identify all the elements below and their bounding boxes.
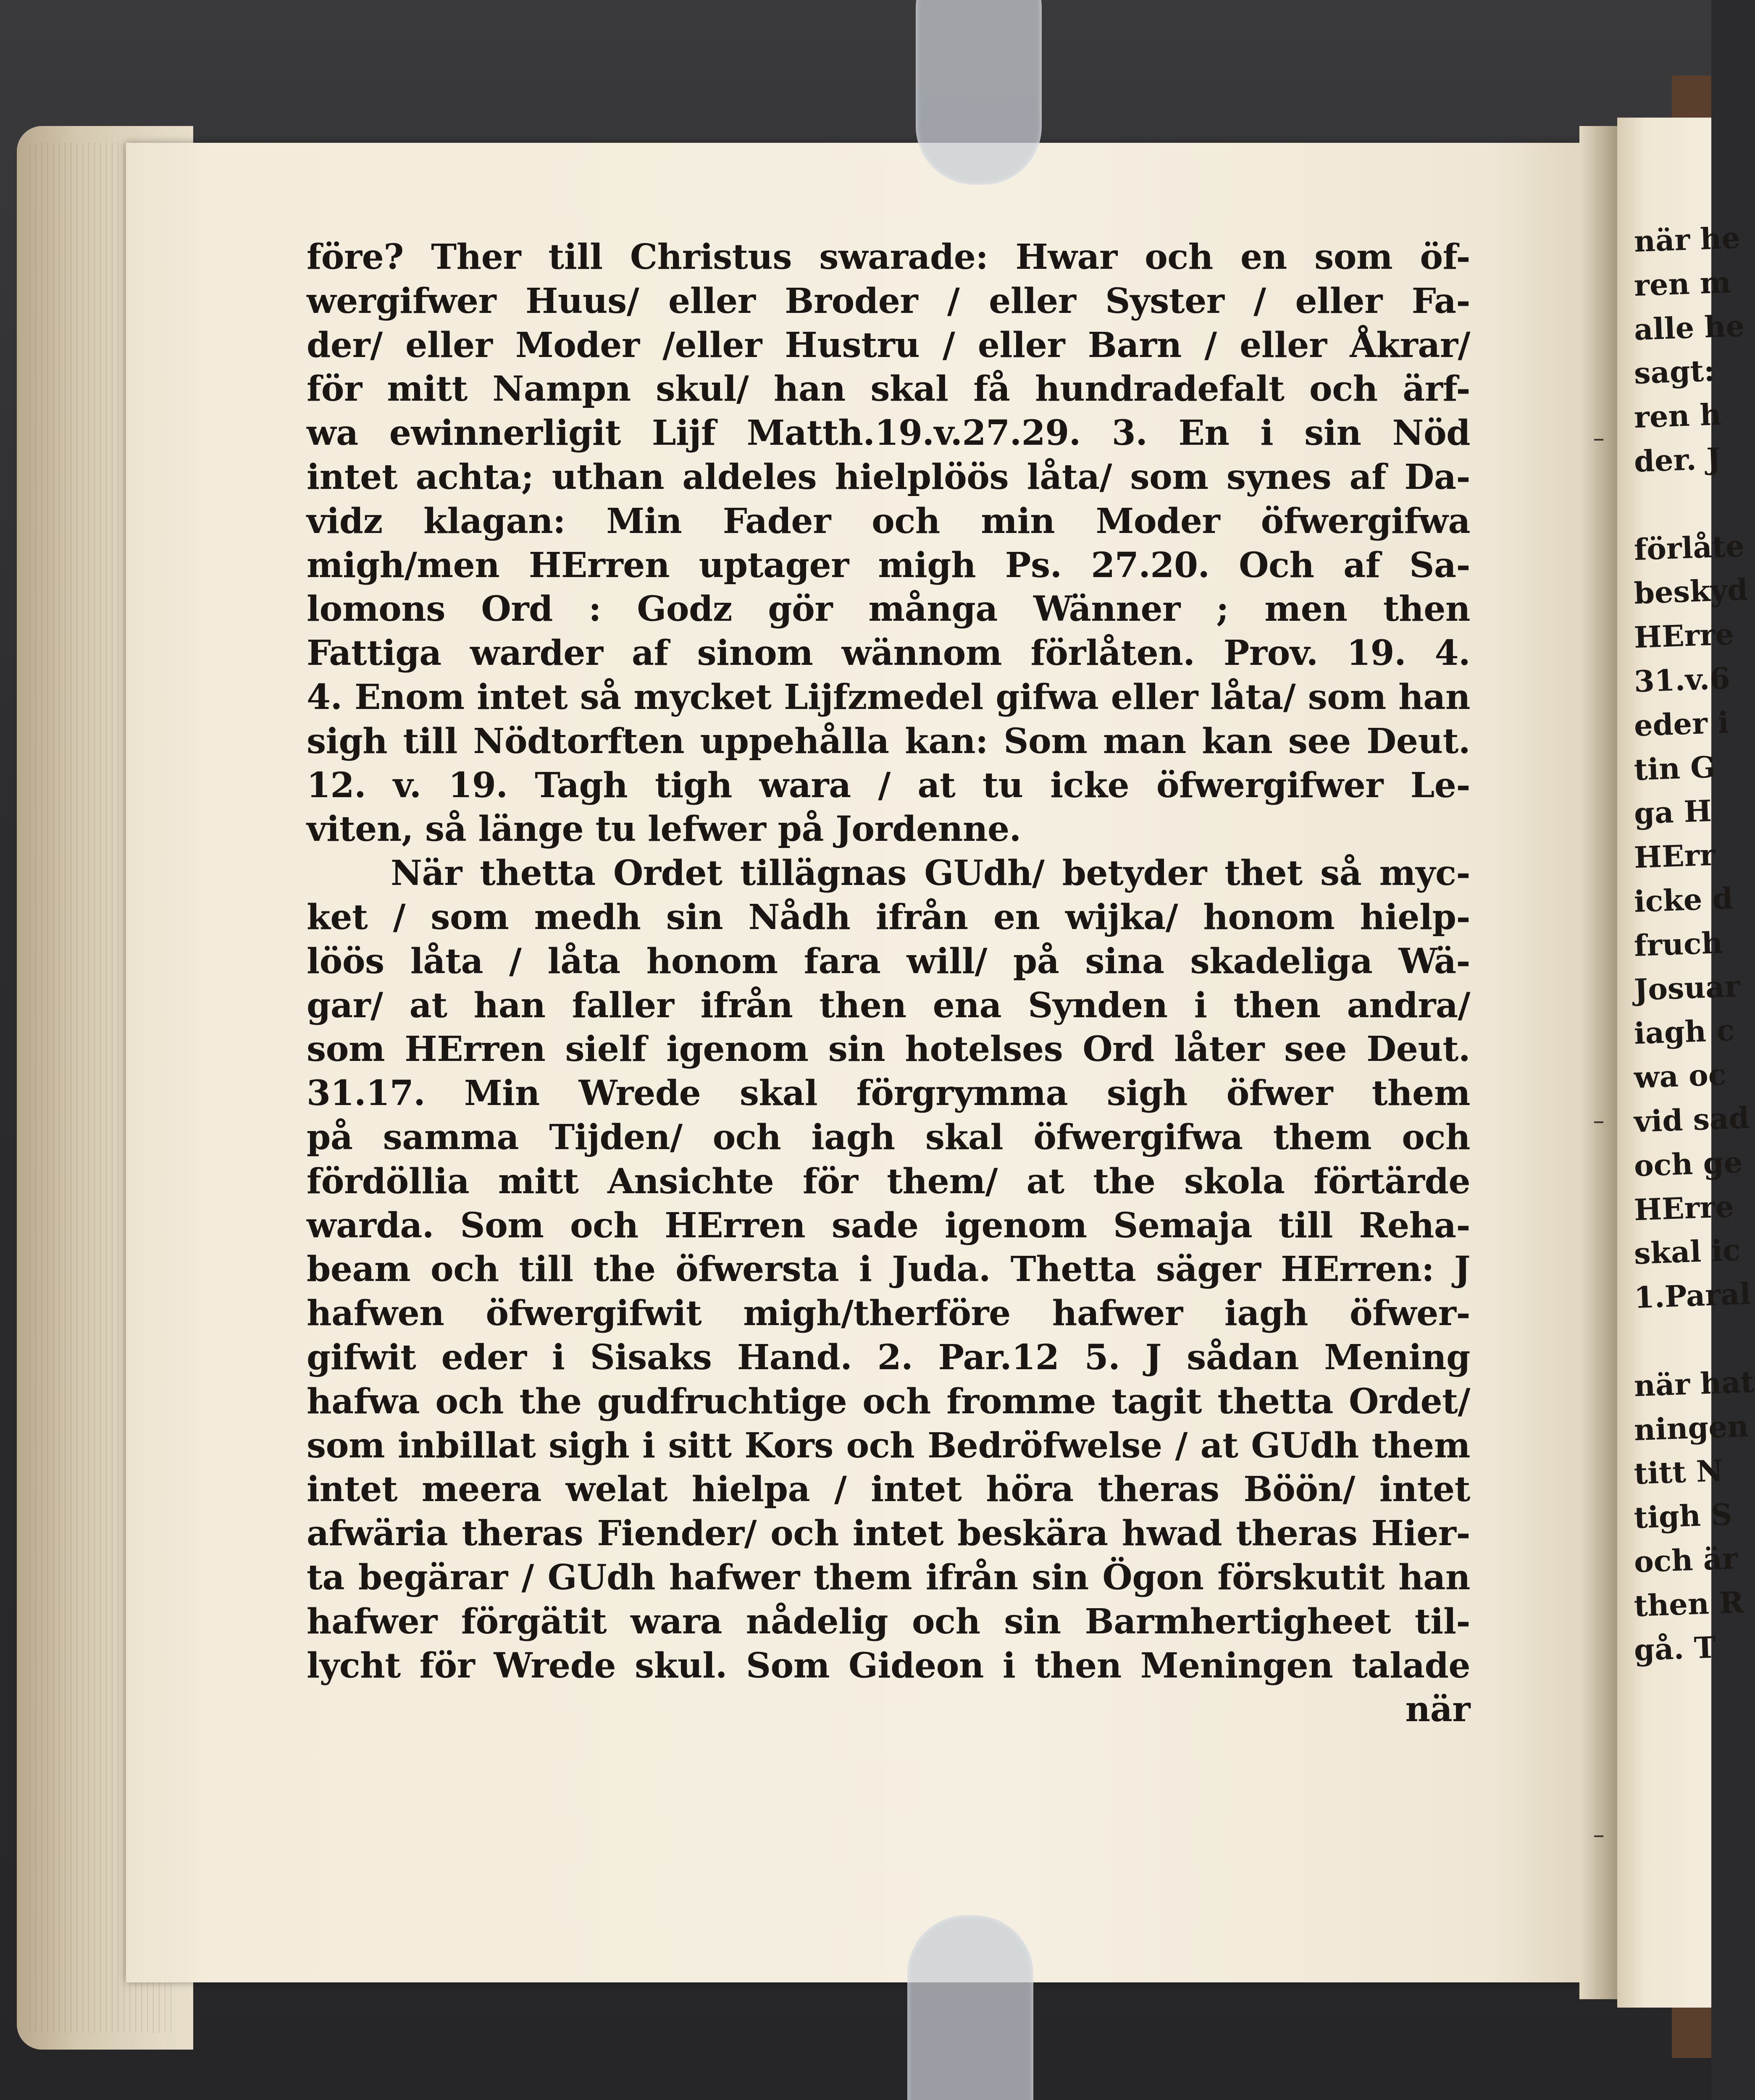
facing-text-line bbox=[1633, 481, 1712, 528]
text-line: lycht för Wrede skul. Som Gideon i then Meningen talade bbox=[307, 1645, 1470, 1686]
facing-text-line: iagh c bbox=[1633, 1013, 1735, 1051]
text-line: fördöllia mitt Ansichte för them/ at the skola förtärde bbox=[307, 1161, 1470, 1202]
text-line: afwäria theras Fiender/ och intet beskära hwad theras Hier- bbox=[307, 1513, 1470, 1554]
text-line: lomons Ord : Godz gör många Wänner ; men then bbox=[307, 589, 1470, 630]
facing-text-line: tigh S bbox=[1633, 1497, 1733, 1536]
text-line: der/ eller Moder /eller Hustru / eller Barn / eller Åkrar/ bbox=[307, 325, 1470, 365]
text-line: som inbillat sigh i sitt Kors och Bedröfwelse / at GUdh them bbox=[307, 1425, 1470, 1466]
facing-text-line: sagt: bbox=[1633, 353, 1716, 391]
facing-text-line: eder i bbox=[1633, 705, 1730, 743]
facing-text-line: HErre bbox=[1633, 617, 1735, 655]
facing-text-line: HErre bbox=[1633, 1189, 1735, 1227]
text-line: intet achta; uthan aldeles hielplöös låta/ som synes af Da- bbox=[307, 457, 1470, 497]
text-line: hafwa och the gudfruchtige och fromme tagit thetta Ordet/ bbox=[307, 1381, 1470, 1422]
facing-text-line: titt N bbox=[1633, 1453, 1724, 1491]
text-line: före? Ther till Christus swarade: Hwar och en som öf- bbox=[307, 237, 1470, 277]
text-line: löös låta / låta honom fara will/ på sina skadeliga Wä- bbox=[307, 941, 1470, 982]
facing-text-line: och ge bbox=[1633, 1144, 1743, 1183]
page-text-block bbox=[307, 235, 1470, 1732]
facing-text-line: ren m bbox=[1633, 264, 1732, 303]
text-line: ket / som medh sin Nådh ifrån en wijka/ honom hielp- bbox=[307, 897, 1470, 937]
text-line: ta begärar / GUdh hafwer them ifrån sin Ögon förskutit han bbox=[307, 1557, 1470, 1598]
facing-text-line: Josuar bbox=[1633, 968, 1741, 1007]
facing-text-line: alle he bbox=[1633, 308, 1745, 347]
facing-text-line: skal ic bbox=[1633, 1232, 1741, 1271]
facing-text-line: förlåte bbox=[1633, 528, 1745, 567]
text-line: som HErren sielf igenom sin hotelses Ord låter see Deut. bbox=[307, 1029, 1470, 1070]
facing-text-line: fruch bbox=[1633, 925, 1723, 963]
facing-text-line: HErr bbox=[1633, 837, 1716, 875]
text-line: migh/men HErren uptager migh Ps. 27.20. Och af Sa- bbox=[307, 545, 1470, 585]
margin-mark bbox=[1594, 1121, 1603, 1123]
facing-text-line: gå. T bbox=[1633, 1629, 1717, 1667]
facing-text-line: then R bbox=[1633, 1584, 1744, 1623]
text-line: intet meera welat hielpa / intet höra theras Böön/ intet bbox=[307, 1469, 1470, 1510]
book-clip-top bbox=[916, 0, 1042, 185]
facing-text-line: 1.Paral bbox=[1633, 1276, 1752, 1315]
text-line: 12. v. 19. Tagh tigh wara / at tu icke öfwergifwer Le- bbox=[307, 765, 1470, 806]
text-line: Fattiga warder af sinom wännom förlåten. Prov. 19. 4. bbox=[307, 633, 1470, 674]
facing-text-line: när he bbox=[1633, 220, 1741, 259]
text-line: warda. Som och HErren sade igenom Semaja till Reha- bbox=[307, 1205, 1470, 1246]
margin-mark bbox=[1594, 439, 1603, 441]
facing-text-line: ren h bbox=[1633, 397, 1722, 435]
text-line: för mitt Nampn skul/ han skal få hundradefalt och ärf- bbox=[307, 369, 1470, 410]
text-line: gifwit eder i Sisaks Hand. 2. Par.12 5. J sådan Mening bbox=[307, 1337, 1470, 1378]
catchword: när bbox=[1405, 1689, 1470, 1730]
text-line: 4. Enom intet så mycket Lijfzmedel gifwa eller låta/ som han bbox=[307, 677, 1470, 717]
text-line: viten, så länge tu lefwer på Jordenne. bbox=[307, 809, 1021, 850]
text-line: wa ewinnerligit Lijf Matth.19.v.27.29. 3. En i sin Nöd bbox=[307, 413, 1470, 454]
facing-page-text bbox=[1633, 218, 1755, 1671]
facing-text-line: 31.v.6 bbox=[1633, 661, 1731, 699]
paragraph-start-line: När thetta Ordet tillägnas GUdh/ betyder thet så myc- bbox=[391, 853, 1470, 894]
text-line: gar/ at han faller ifrån then ena Synden i then andra/ bbox=[307, 985, 1470, 1026]
facing-text-line: beskyd bbox=[1633, 572, 1749, 611]
facing-text-line: der. J bbox=[1633, 441, 1721, 479]
facing-text-line: och är bbox=[1633, 1541, 1739, 1580]
facing-text-line: ga H bbox=[1633, 793, 1713, 831]
facing-text-line: ningen bbox=[1633, 1408, 1750, 1447]
text-line: wergifwer Huus/ eller Broder / eller Syster / eller Fa- bbox=[307, 281, 1470, 321]
facing-text-line bbox=[1633, 1318, 1712, 1364]
text-line: vidz klagan: Min Fader och min Moder öfwergifwa bbox=[307, 501, 1470, 541]
text-line: sigh till Nödtorften uppehålla kan: Som man kan see Deut. bbox=[307, 721, 1470, 761]
margin-mark bbox=[1594, 1835, 1603, 1837]
text-line: hafwer förgätit wara nådelig och sin Barmhertigheet til- bbox=[307, 1601, 1470, 1642]
facing-text-line: när hat bbox=[1633, 1364, 1755, 1403]
facing-text-line: icke d bbox=[1633, 880, 1734, 919]
text-line: på samma Tijden/ och iagh skal öfwergifwa them och bbox=[307, 1117, 1470, 1158]
facing-text-line: vid sad bbox=[1633, 1100, 1750, 1139]
text-line: hafwen öfwergifwit migh/therföre hafwer iagh öfwer- bbox=[307, 1293, 1470, 1334]
facing-text-line: tin G bbox=[1633, 749, 1716, 787]
text-line: beam och till the öfwersta i Juda. Thetta säger HErren: J bbox=[307, 1249, 1470, 1290]
text-line: 31.17. Min Wrede skal förgrymma sigh öfwer them bbox=[307, 1073, 1470, 1114]
facing-text-line: wa oc bbox=[1633, 1057, 1727, 1095]
book-clip-bottom bbox=[907, 1915, 1033, 2100]
